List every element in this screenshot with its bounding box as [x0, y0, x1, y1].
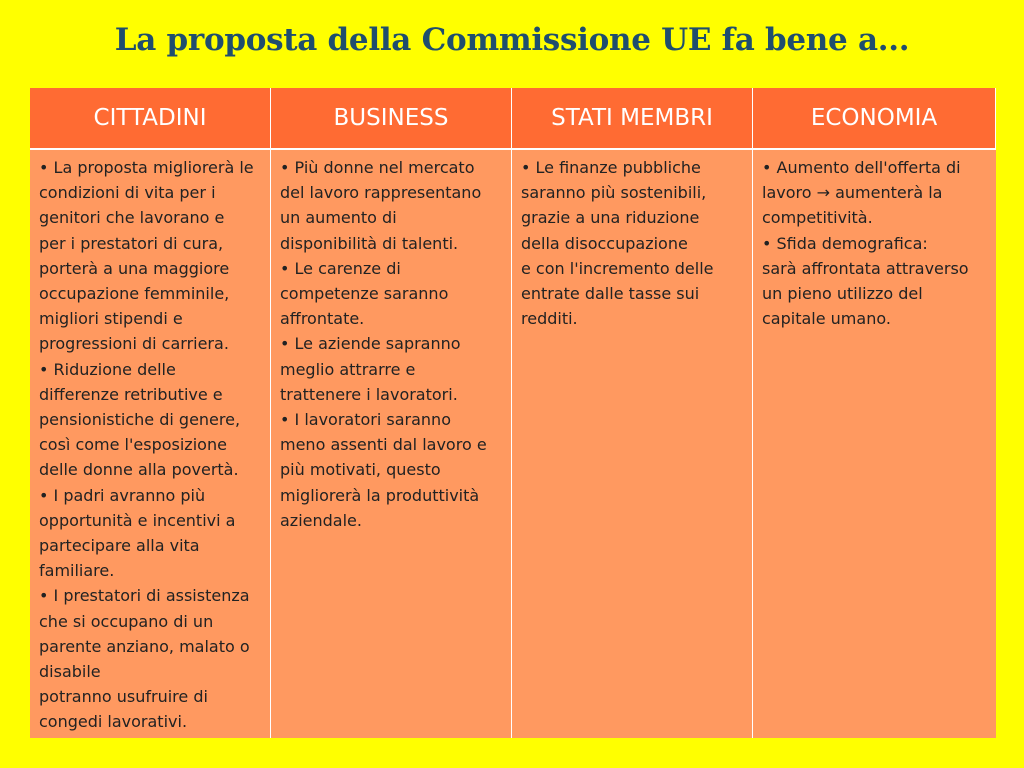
benefits-table [30, 88, 996, 738]
header-stati-membri: STATI MEMBRI [512, 88, 753, 148]
cell-business [271, 148, 512, 738]
bullet-point: • I lavoratori saranno meno assenti dal lavoro e più motivati, questo migliorerà la produttività aziendale. [280, 410, 487, 530]
cell-cittadini [30, 148, 271, 738]
header-cittadini: CITTADINI [30, 88, 271, 148]
bullet-point: • Le carenze di competenze saranno affrontate. [280, 258, 449, 329]
slide-title: La proposta della Commissione UE fa bene a... [114, 22, 910, 58]
bullet-point: • La proposta migliorerà le condizioni di vita per i genitori che lavorano e per i prestatori di cura, porterà a una maggiore occupazione femminile, migliori stipendi e progressioni di carriera. [39, 158, 254, 354]
bullet-point: • Le aziende sapranno meglio attrarre e trattenere i lavoratori. [280, 334, 461, 404]
header-economia: ECONOMIA [753, 88, 996, 148]
cell-stati-membri [512, 148, 753, 738]
bullet-point: • Aumento dell'offerta di lavoro → aumenterà la competitività. [762, 158, 961, 228]
cell-economia [753, 148, 996, 738]
bullet-point: • I prestatori di assistenza che si occupano di un parente anziano, malato o disabile potranno usufruire di congedi lavorativi. [39, 586, 250, 732]
bullet-point: • Le finanze pubbliche saranno più sostenibili, grazie a una riduzione della disoccupazione e con l'incremento delle entrate dalle tasse sui redditi. [521, 158, 714, 329]
bullet-point: • Sfida demografica: sarà affrontata attraverso un pieno utilizzo del capitale umano. [762, 233, 969, 329]
header-business: BUSINESS [271, 88, 512, 148]
bullet-point: • Riduzione delle differenze retributive e pensionistiche di genere, così come l'esposizione delle donne alla povertà. [39, 359, 241, 480]
bullet-point: • Più donne nel mercato del lavoro rappresentano un aumento di disponibilità di talenti. [280, 158, 482, 253]
bullet-point: • I padri avranno più opportunità e incentivi a partecipare alla vita familiare. [39, 485, 236, 581]
